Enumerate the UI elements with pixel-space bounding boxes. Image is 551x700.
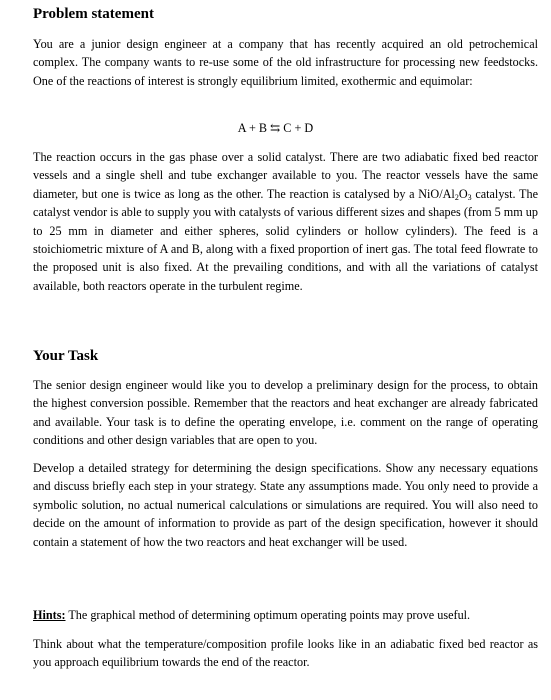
body-text-part-2: catalyst. The catalyst vendor is able to supply you with catalysts of various different sizes and shapes (from 5 mm up to 25 mm in diameter and either spheres, solid cylinders or hollow cylinders). The feed is a stoichiometric mixture of A and B, along with a fixed proportion of inert gas. The total feed flowrate to the proposed unit is also fixed. At the prevailing conditions, and with all the variations of catalyst available, both reactors operate in the turbulent regime. bbox=[33, 186, 539, 293]
body-text-oxygen: O bbox=[458, 186, 468, 201]
problem-statement-heading: Problem statement bbox=[33, 6, 154, 22]
subscript-3: 3 bbox=[467, 192, 472, 202]
your-task-heading: Your Task bbox=[33, 348, 99, 364]
hints-label: Hints: bbox=[33, 608, 66, 622]
hints-paragraph-2: Think about what the temperature/composition profile looks like in an adiabatic fixed bed reactor as you approach equilibrium towards the end of the reactor. bbox=[33, 637, 538, 670]
hints-paragraph bbox=[33, 606, 538, 624]
problem-body-paragraph bbox=[33, 148, 538, 295]
reaction-equation: A + B ⇆ C + D bbox=[237, 121, 314, 135]
task-paragraph-2: Develop a detailed strategy for determining the design specifications. Show any necessary equations and discuss briefly each step in your strategy. State any assumptions made. You only need to provide a symbolic solution, no actual numerical calculations or simulations are required. You will also need to decide on the amount of information to provide as part of the design specification, however it should contain a statement of how the two reactors and heat exchanger will be used. bbox=[33, 461, 538, 549]
body-text-part-1: The reaction occurs in the gas phase over a solid catalyst. There are two adiabatic fixed bed reactor vessels and a single shell and tube exchanger available to you. The reactor vessels have the same diameter, but one is twice as long as the other. The reaction is catalysed by a NiO/Al bbox=[33, 150, 538, 201]
problem-intro-paragraph: You are a junior design engineer at a company that has recently acquired an old petrochemical complex. The company wants to re-use some of the old infrastructure for processing new feedstocks. One of the reactions of interest is strongly equilibrium limited, exothermic and equimolar: bbox=[33, 37, 538, 88]
task-paragraph-1: The senior design engineer would like you to develop a preliminary design for the process, to obtain the highest conversion possible. Remember that the reactors and heat exchanger are already fabricated and available. Your task is to define the operating envelope, i.e. comment on the range of operating conditions and other design variables that are open to you. bbox=[33, 378, 538, 448]
subscript-2: 2 bbox=[454, 192, 459, 202]
hints-text-1: The graphical method of determining optimum operating points may prove useful. bbox=[65, 608, 471, 622]
